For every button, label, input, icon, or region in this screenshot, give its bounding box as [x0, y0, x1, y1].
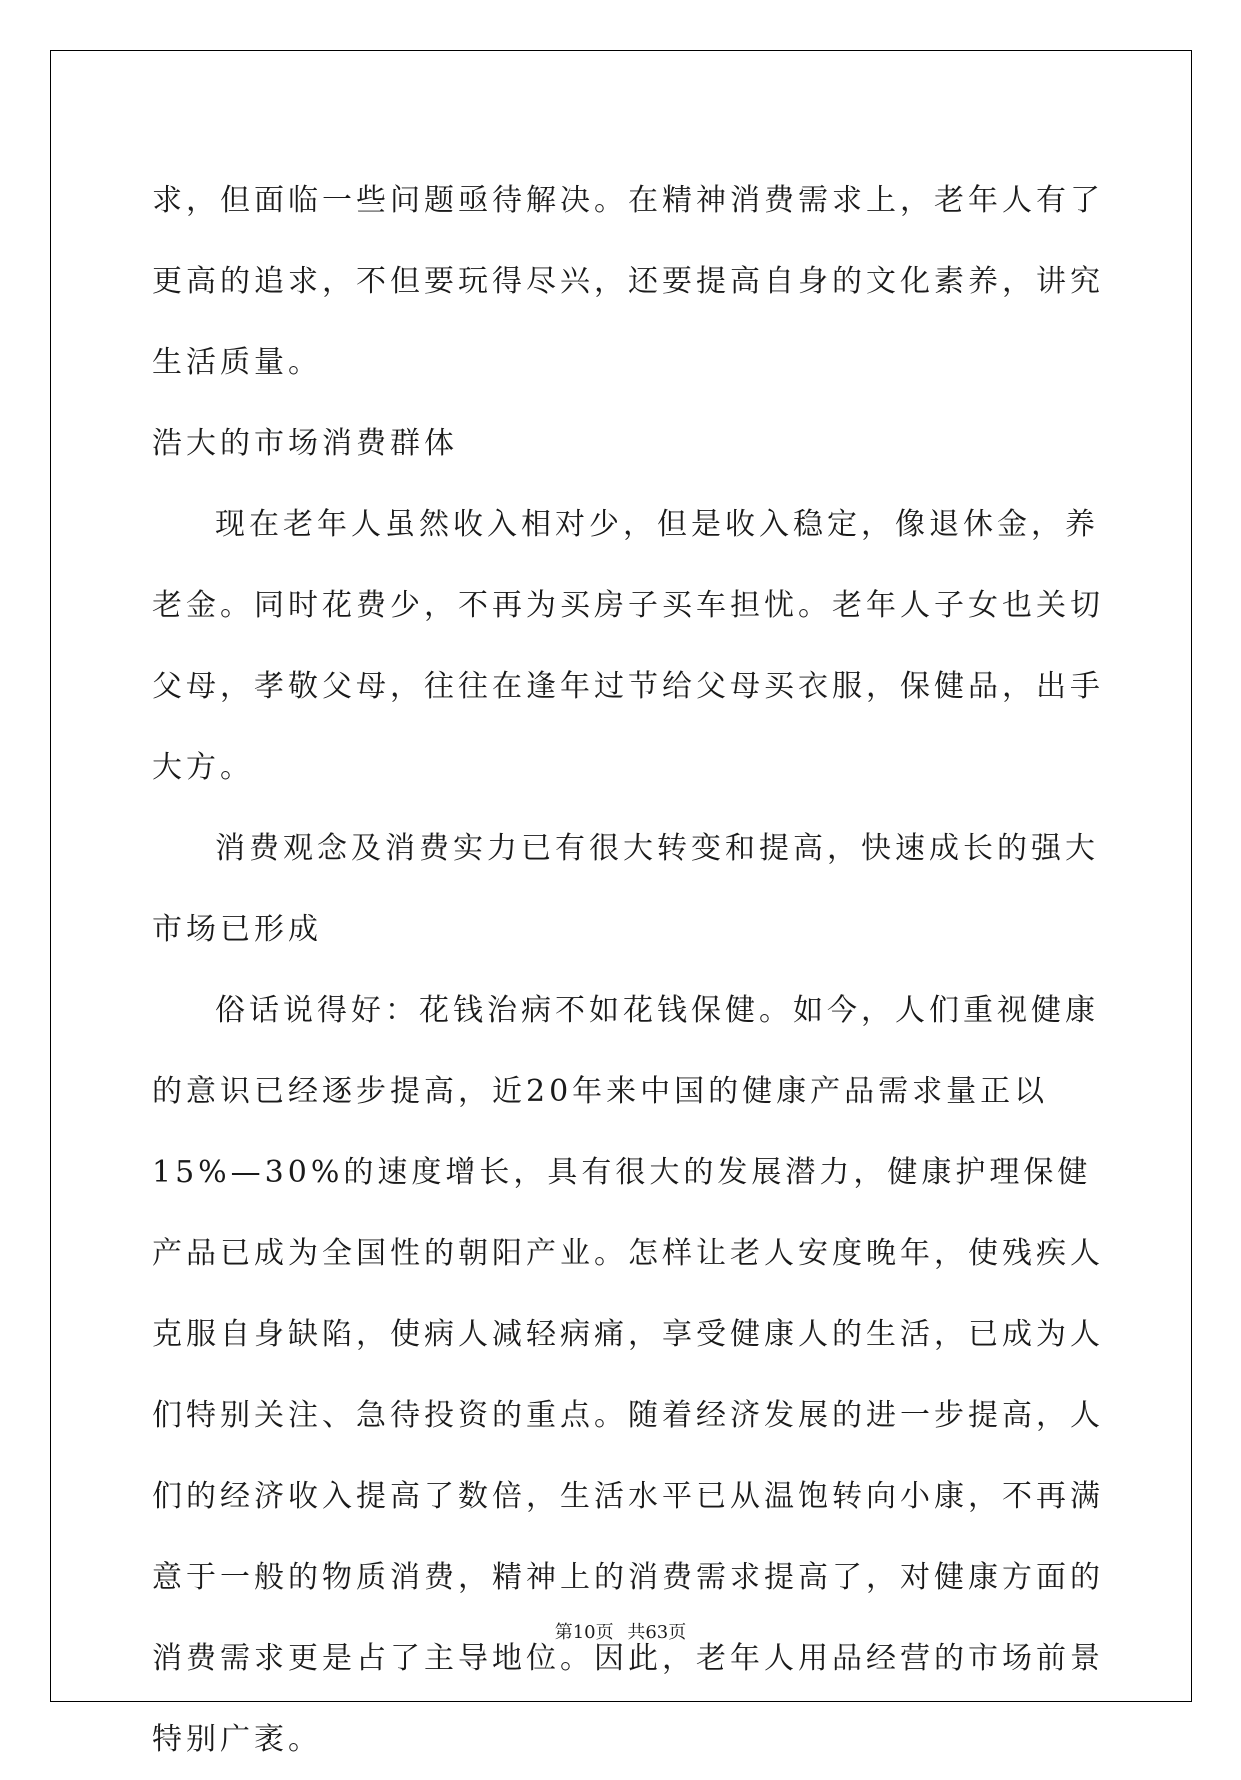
- page-footer: [0, 1618, 1241, 1644]
- section-heading: 浩大的市场消费群体: [152, 426, 458, 461]
- paragraph-health-market: 俗话说得好：花钱治病不如花钱保健。如今，人们重视健康的意识已经逐步提高，近20年来中国的健康产品需求量正以15%—30%的速度增长，具有很大的发展潜力，健康护理保健产品已成为全国性的朝阳产业。怎样让老人安度晚年，使残疾人克服自身缺陷，使病人减轻病痛，享受健康人的生活，已成为人们特别关注、急待投资的重点。随着经济发展的进一步提高，人们的经济收入提高了数倍，生活水平已从温饱转向小康，不再满意于一般的物质消费，精神上的消费需求提高了，对健康方面的消费需求更是占了主导地位。因此，老年人用品经营的市场前景特别广袤。: [152, 993, 1104, 1757]
- document-body: [152, 160, 1112, 1780]
- paragraph-income: 现在老年人虽然收入相对少，但是收入稳定，像退休金，养老金。同时花费少，不再为买房子买车担忧。老年人子女也关切父母，孝敬父母，往往在逢年过节给父母买衣服，保健品，出手大方。: [152, 507, 1104, 785]
- paragraph-continuation: 求，但面临一些问题亟待解决。在精神消费需求上，老年人有了更高的追求，不但要玩得尽兴，还要提高自身的文化素养，讲究生活质量。: [152, 183, 1104, 380]
- paragraph-consumption-concept: 消费观念及消费实力已有很大转变和提高，快速成长的强大市场已形成: [152, 831, 1099, 947]
- page-number: 第10页: [554, 1622, 614, 1643]
- page-total: 共63页: [627, 1622, 687, 1643]
